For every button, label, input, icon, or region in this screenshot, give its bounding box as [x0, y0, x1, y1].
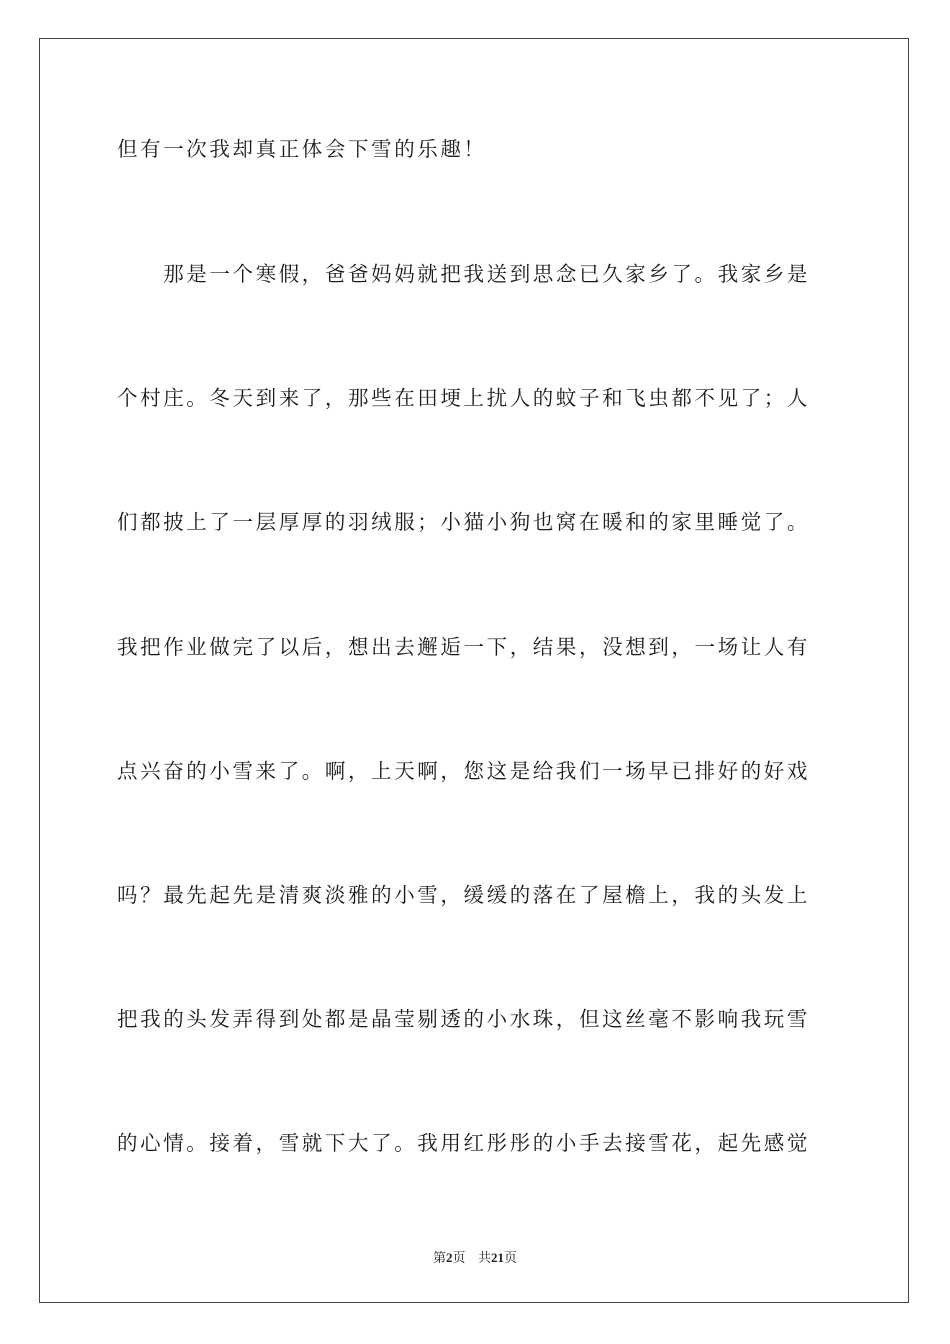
- text-line-7: 吗？最先起先是清爽淡雅的小雪，缓缓的落在了屋檐上，我的头发上: [117, 883, 810, 907]
- text-line-2: 那是一个寒假，爸爸妈妈就把我送到思念已久家乡了。我家乡是: [117, 262, 810, 286]
- text-line-3: 个村庄。冬天到来了，那些在田埂上扰人的蚊子和飞虫都不见了；人: [117, 386, 810, 410]
- text-line-1: 但有一次我却真正体会下雪的乐趣！: [117, 137, 487, 161]
- text-line-4: 们都披上了一层厚厚的羽绒服；小猫小狗也窝在暖和的家里睡觉了。: [117, 510, 810, 534]
- page-prefix: 第: [433, 1251, 447, 1266]
- total-suffix: 页: [503, 1251, 517, 1266]
- page-frame: [39, 38, 909, 1303]
- total-pages: 21: [490, 1250, 504, 1265]
- total-prefix: 共: [477, 1251, 491, 1266]
- text-line-6: 点兴奋的小雪来了。啊，上天啊，您这是给我们一场早已排好的好戏: [117, 759, 810, 783]
- page-suffix: 页: [452, 1251, 466, 1266]
- page-footer: [0, 1247, 950, 1266]
- page-number: 2: [446, 1250, 453, 1265]
- text-line-5: 我把作业做完了以后，想出去邂逅一下，结果，没想到，一场让人有: [117, 635, 810, 659]
- text-line-8: 把我的头发弄得到处都是晶莹剔透的小水珠，但这丝毫不影响我玩雪: [117, 1007, 810, 1031]
- text-line-9: 的心情。接着，雪就下大了。我用红彤彤的小手去接雪花，起先感觉: [117, 1131, 810, 1155]
